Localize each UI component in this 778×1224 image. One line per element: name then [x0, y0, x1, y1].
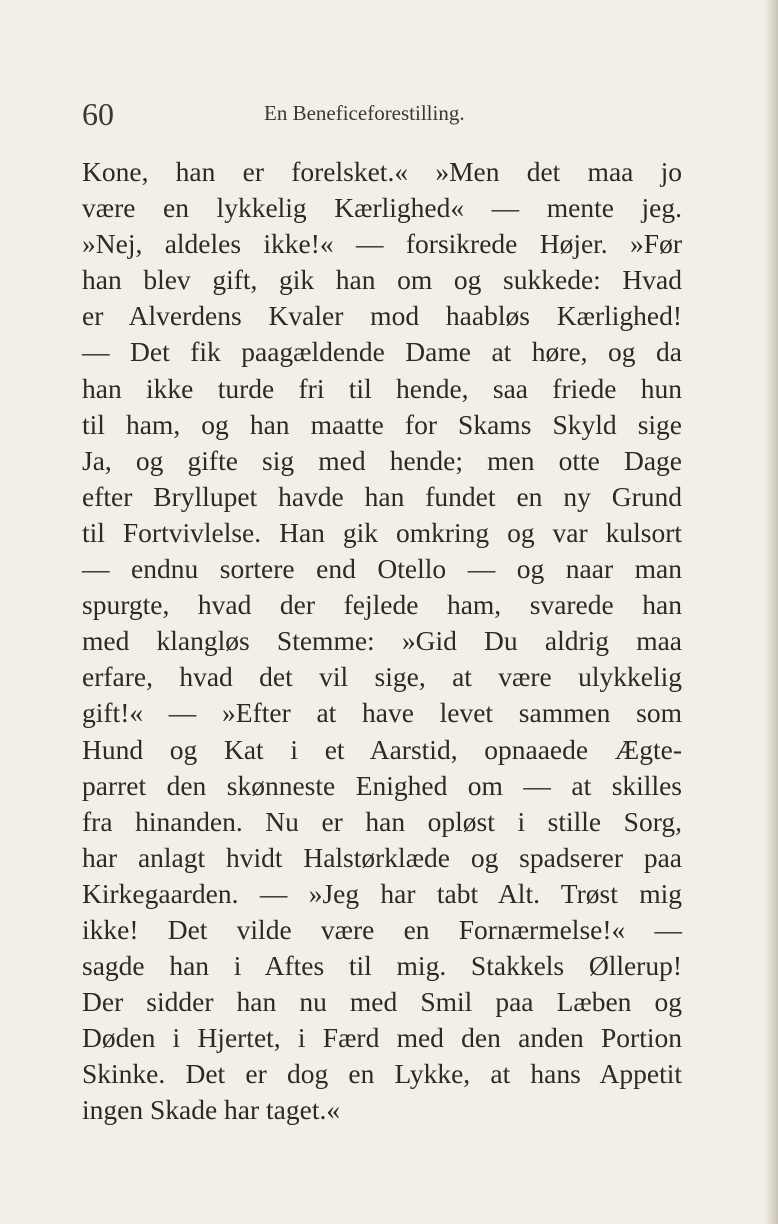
text-line: ikke! Det vilde være en Fornærmelse!« —	[82, 913, 682, 945]
text-line: »Nej, aldeles ikke!« — forsikrede Højer. »Før	[82, 228, 682, 260]
running-title: En Beneficeforestilling.	[264, 101, 465, 125]
text-line: Skinke. Det er dog en Lykke, at hans Appetit	[82, 1058, 682, 1090]
text-line: er Alverdens Kvaler mod haabløs Kærlighed!	[82, 300, 682, 332]
text-line: til Fortvivlelse. Han gik omkring og var kulsort	[82, 516, 682, 548]
text-line: gift!« — »Efter at have levet sammen som	[82, 697, 682, 729]
text-line: Kone, han er forelsket.« »Men det maa jo	[82, 156, 682, 187]
text-line: erfare, hvad det vil sige, at være ulykkelig	[82, 661, 682, 693]
text-line: ingen Skade har taget.«	[82, 1094, 341, 1126]
page-edge-shadow	[764, 0, 778, 1224]
text-line: Der sidder han nu med Smil paa Læben og	[82, 986, 682, 1018]
text-line: han blev gift, gik han om og sukkede: Hvad	[82, 264, 682, 296]
text-line: spurgte, hvad der fejlede ham, svarede han	[82, 589, 682, 621]
text-line: Døden i Hjertet, i Færd med den anden Portion	[82, 1022, 682, 1054]
text-line: efter Bryllupet havde han fundet en ny Grund	[82, 480, 682, 512]
text-line: — Det fik paagældende Dame at høre, og da	[82, 336, 682, 368]
text-line: Kirkegaarden. — »Jeg har tabt Alt. Trøst mig	[82, 877, 682, 909]
text-line: har anlagt hvidt Halstørklæde og spadserer paa	[82, 841, 682, 873]
text-line: med klangløs Stemme: »Gid Du aldrig maa	[82, 625, 682, 657]
body-text	[82, 154, 682, 1129]
text-line: Ja, og gifte sig med hende; men otte Dage	[82, 444, 682, 476]
text-line: han ikke turde fri til hende, saa friede hun	[82, 372, 682, 404]
text-line: parret den skønneste Enighed om — at skilles	[82, 769, 682, 801]
page-header	[82, 94, 686, 134]
text-line: fra hinanden. Nu er han opløst i stille Sorg,	[82, 805, 682, 837]
text-line: — endnu sortere end Otello — og naar man	[82, 553, 682, 585]
page-number: 60	[82, 96, 114, 132]
text-line: til ham, og han maatte for Skams Skyld sige	[82, 408, 682, 440]
text-line: Hund og Kat i et Aarstid, opnaaede Ægte-	[82, 733, 682, 765]
text-line: være en lykkelig Kærlighed« — mente jeg.	[82, 192, 682, 224]
text-line: sagde han i Aftes til mig. Stakkels Øllerup!	[82, 950, 682, 982]
